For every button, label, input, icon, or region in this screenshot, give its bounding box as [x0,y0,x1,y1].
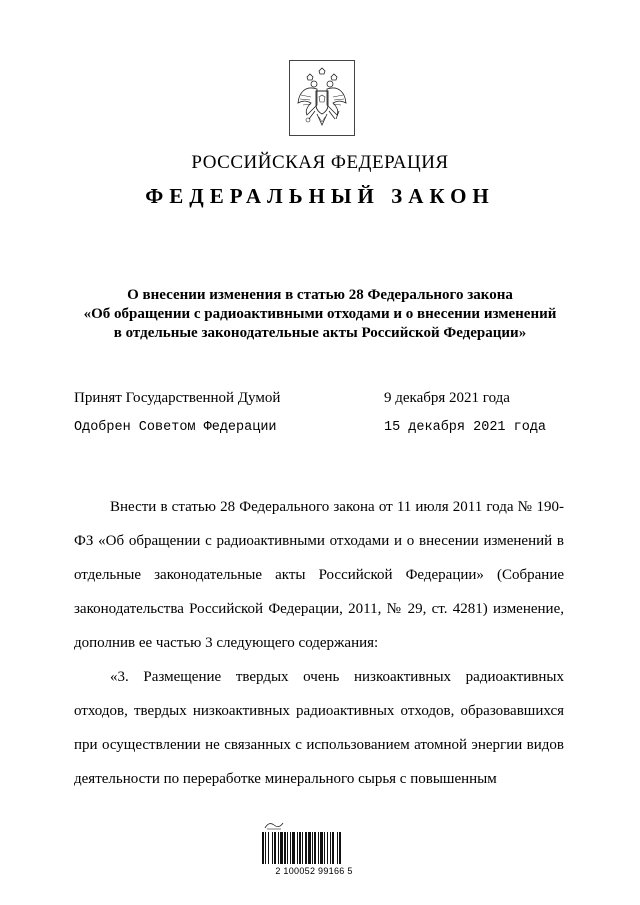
duma-adoption-date: 9 декабря 2021 года [384,390,510,406]
duma-adoption-row [74,390,554,407]
law-title-line-2: «Об обращении с радиоактивными отходами и о внесении изменений [83,306,557,322]
coat-of-arms-icon [295,67,349,129]
country-name: РОССИЙСКАЯ ФЕДЕРАЦИЯ [191,152,449,173]
council-approval-label: Одобрен Советом Федерации [74,420,277,435]
barcode-bars [262,832,366,864]
body-paragraph-2: «3. Размещение твердых очень низкоактивных радиоактивных отходов, твердых низкоактивных радиоактивных отходов, образовавшихся при осуществлении не связанных с использованием атомной энергии видов деятельности по переработке минерального сырья с повышенным [74,669,564,787]
law-title [0,286,640,343]
barcode [256,820,376,880]
coat-of-arms-emblem [289,60,355,136]
law-title-line-3: в отдельные законодательные акты Российской Федерации» [113,325,527,341]
council-approval-row [74,420,554,435]
law-title-line-1: О внесении изменения в статью 28 Федерального закона [127,287,513,303]
body-paragraph-1: Внести в статью 28 Федерального закона от 11 июля 2011 года № 190-ФЗ «Об обращении с радиоактивными отходами и о внесении изменений в отдельные законодательные акты Российской Федерации» (Собрание законодательства Российской Федерации, 2011, № 29, ст. 4281) изменение, дополнив ее частью 3 следующего содержания: [74,499,564,651]
barcode-number: 2 100052 99166 5 [275,866,353,876]
barcode-mark-icon [264,820,284,830]
document-type: ФЕДЕРАЛЬНЫЙ ЗАКОН [145,184,495,208]
council-approval-date: 15 декабря 2021 года [384,420,547,435]
law-body [74,490,564,796]
duma-adoption-label: Принят Государственной Думой [74,390,281,406]
